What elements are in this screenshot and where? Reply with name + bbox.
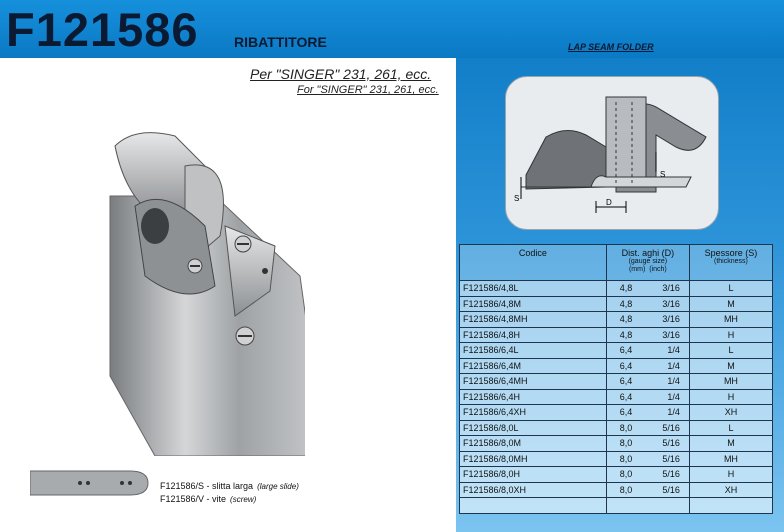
header-code: Codice — [460, 245, 607, 281]
slide-part-en: (large slide) — [257, 482, 299, 491]
row-code: F121586/6,4MH — [460, 374, 607, 390]
table-row — [460, 281, 773, 297]
row-inch: 1/4 — [667, 391, 680, 402]
row-thickness: XH — [689, 405, 772, 421]
table-row — [460, 389, 773, 405]
diagram-label-s-left: S — [514, 194, 520, 203]
row-thickness: L — [689, 281, 772, 297]
table-row — [460, 343, 773, 359]
row-code: F121586/8,0XH — [460, 482, 607, 498]
row-thickness: H — [689, 327, 772, 343]
row-code: F121586/6,4H — [460, 389, 607, 405]
diagram-label-d: D — [606, 198, 612, 207]
row-mm: 6,4 — [619, 407, 633, 418]
row-inch: 3/16 — [662, 314, 680, 325]
table-row — [460, 312, 773, 328]
screw-part-it: F121586/V - vite — [160, 494, 227, 504]
lap-seam-diagram — [505, 76, 719, 230]
row-thickness: MH — [689, 312, 772, 328]
row-code: F121586/8,0H — [460, 467, 607, 483]
row-distance — [606, 482, 689, 498]
row-inch: 1/4 — [667, 360, 680, 371]
row-mm: 8,0 — [619, 469, 633, 480]
row-inch: 3/16 — [662, 283, 680, 294]
spec-table-header — [460, 245, 773, 281]
diagram-label-s-right: S — [660, 170, 666, 179]
row-code: F121586/4,8MH — [460, 312, 607, 328]
row-inch: 1/4 — [667, 407, 680, 418]
row-inch: 5/16 — [662, 422, 680, 433]
row-inch: 5/16 — [662, 484, 680, 495]
row-thickness: XH — [689, 482, 772, 498]
row-mm: 4,8 — [619, 283, 633, 294]
header-distance: Dist. aghi (D) (gauge size) (mm) (inch) — [606, 245, 689, 281]
table-row — [460, 296, 773, 312]
row-code: F121586/4,8H — [460, 327, 607, 343]
product-name: RIBATTITORE — [234, 34, 327, 50]
row-code: F121586/6,4M — [460, 358, 607, 374]
row-mm: 8,0 — [619, 453, 633, 464]
row-thickness: MH — [689, 451, 772, 467]
row-thickness: M — [689, 296, 772, 312]
table-row — [460, 436, 773, 452]
row-mm: 4,8 — [619, 329, 633, 340]
row-thickness: H — [689, 467, 772, 483]
row-thickness: M — [689, 436, 772, 452]
large-slide-image — [30, 467, 150, 499]
folder-product-image — [95, 126, 305, 456]
row-code: F121586/8,0L — [460, 420, 607, 436]
row-inch: 5/16 — [662, 469, 680, 480]
row-code: F121586/6,4XH — [460, 405, 607, 421]
row-mm: 6,4 — [619, 376, 633, 387]
row-inch: 1/4 — [667, 376, 680, 387]
row-distance — [606, 405, 689, 421]
table-row — [460, 482, 773, 498]
machine-compat-en: For "SINGER" 231, 261, ecc. — [297, 84, 439, 96]
diagram-title: LAP SEAM FOLDER — [568, 42, 654, 52]
table-row — [460, 374, 773, 390]
row-code: F121586/6,4L — [460, 343, 607, 359]
row-distance — [606, 281, 689, 297]
spare-parts-list — [160, 480, 299, 506]
row-distance — [606, 436, 689, 452]
table-row — [460, 420, 773, 436]
row-inch: 3/16 — [662, 329, 680, 340]
product-code-title: F121586 — [6, 3, 199, 56]
row-distance — [606, 374, 689, 390]
row-inch: 5/16 — [662, 438, 680, 449]
header-thickness: Spessore (S) (thickness) — [689, 245, 772, 281]
machine-compat-it: Per "SINGER" 231, 261, ecc. — [250, 66, 432, 82]
table-row — [460, 467, 773, 483]
row-inch: 1/4 — [667, 345, 680, 356]
row-mm: 4,8 — [619, 298, 633, 309]
row-mm: 8,0 — [619, 484, 633, 495]
row-mm: 4,8 — [619, 314, 633, 325]
row-distance — [606, 296, 689, 312]
screw-part-en: (screw) — [230, 495, 257, 504]
table-row — [460, 451, 773, 467]
row-distance — [606, 343, 689, 359]
row-inch: 5/16 — [662, 453, 680, 464]
row-thickness: H — [689, 389, 772, 405]
row-distance — [606, 467, 689, 483]
row-thickness: M — [689, 358, 772, 374]
row-code: F121586/4,8L — [460, 281, 607, 297]
table-row-empty — [460, 498, 773, 514]
row-mm: 6,4 — [619, 360, 633, 371]
row-thickness: L — [689, 343, 772, 359]
row-distance — [606, 389, 689, 405]
row-mm: 8,0 — [619, 422, 633, 433]
row-thickness: MH — [689, 374, 772, 390]
row-mm: 6,4 — [619, 391, 633, 402]
row-mm: 6,4 — [619, 345, 633, 356]
table-row — [460, 327, 773, 343]
row-distance — [606, 327, 689, 343]
row-code: F121586/4,8M — [460, 296, 607, 312]
row-distance — [606, 451, 689, 467]
slide-part-it: F121586/S - slitta larga — [160, 481, 254, 491]
spec-table — [459, 244, 773, 514]
row-distance — [606, 312, 689, 328]
row-mm: 8,0 — [619, 438, 633, 449]
row-code: F121586/8,0M — [460, 436, 607, 452]
row-distance — [606, 358, 689, 374]
row-distance — [606, 420, 689, 436]
slide-part-line — [160, 480, 299, 493]
lap-seam-drawing — [506, 77, 720, 231]
table-row — [460, 405, 773, 421]
screw-part-line — [160, 493, 299, 506]
header-band — [0, 0, 784, 58]
row-inch: 3/16 — [662, 298, 680, 309]
table-row — [460, 358, 773, 374]
row-code: F121586/8,0MH — [460, 451, 607, 467]
row-thickness: L — [689, 420, 772, 436]
